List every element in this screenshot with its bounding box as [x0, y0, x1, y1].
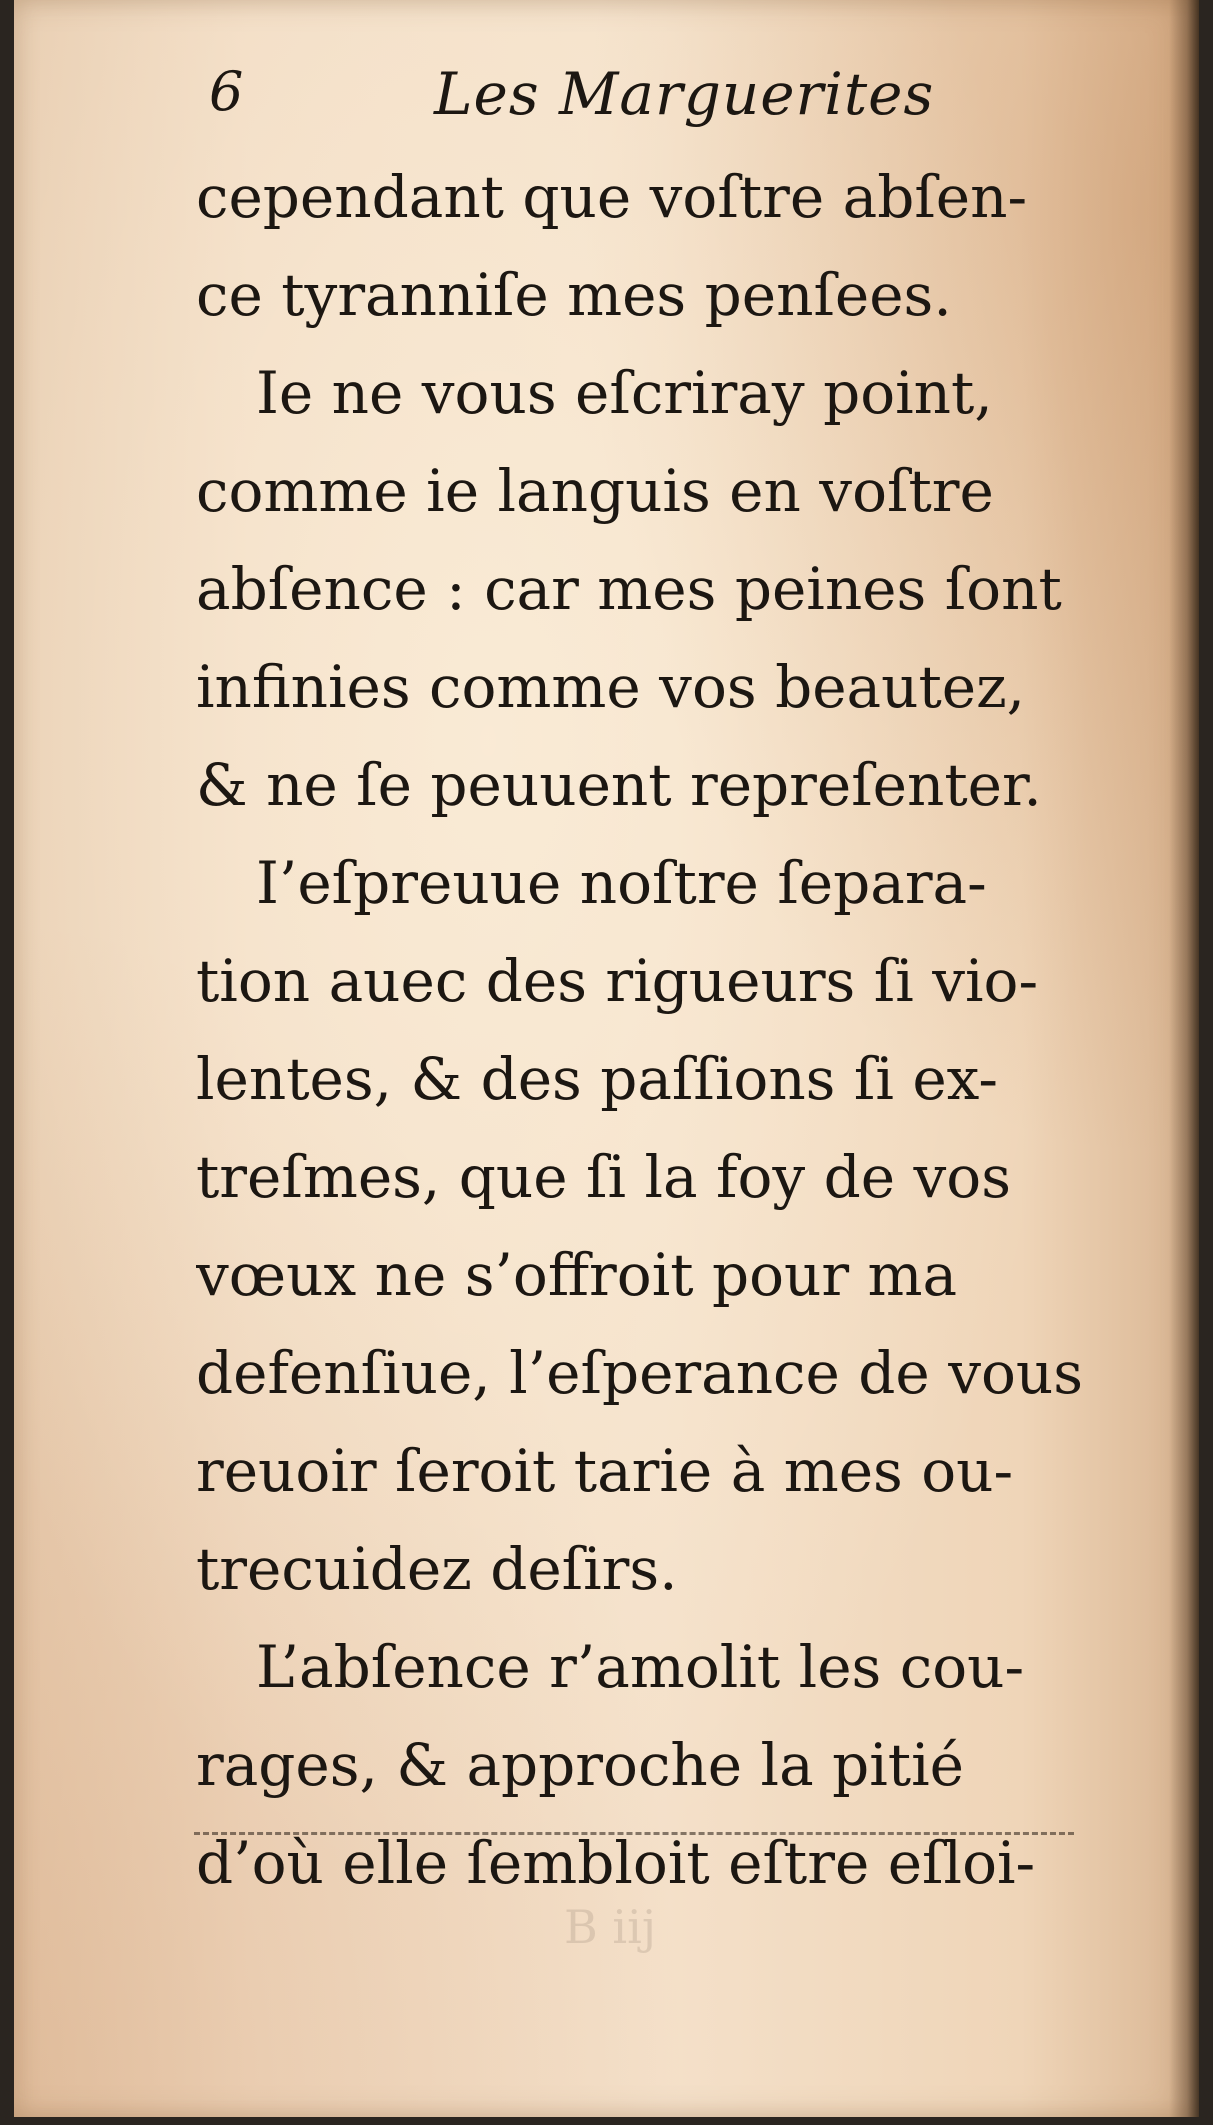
running-header: [194, 60, 1094, 140]
text-line: lentes, & des paſſions ſi ex-: [196, 1045, 998, 1113]
text-line: cependant que voſtre abſen-: [196, 163, 1028, 231]
book-page: [14, 0, 1199, 2117]
paragraph-first-line: Ie ne vous eſcriray point,: [256, 359, 993, 427]
text-line: tion auec des rigueurs ſi vio-: [196, 947, 1039, 1015]
paragraph-first-line: I’eſpreuue noſtre ſepara-: [256, 849, 987, 917]
text-line: comme ie languis en voſtre: [196, 457, 994, 525]
text-line: ce tyranniſe mes penſees.: [196, 261, 952, 329]
text-line: trecuidez deſirs.: [196, 1535, 678, 1603]
text-line: infinies comme vos beautez,: [196, 653, 1026, 721]
text-line: treſmes, que ſi la foy de vos: [196, 1143, 1011, 1211]
text-line: vœux ne s’offroit pour ma: [196, 1241, 958, 1309]
text-line: rages, & approche la pitié: [196, 1731, 964, 1799]
text-line: defenſiue, l’eſperance de vous: [196, 1339, 1083, 1407]
text-line: d’où elle ſembloit eſtre eſloi-: [196, 1829, 1036, 1897]
running-title: Les Marguerites: [434, 60, 935, 128]
signature-mark: B iij: [564, 1900, 657, 1954]
text-line: abſence : car mes peines ſont: [196, 555, 1062, 623]
page-number: 6: [209, 60, 244, 123]
catchword-rule: [194, 1832, 1074, 1835]
body-text: [196, 148, 1116, 1912]
text-line: reuoir ſeroit tarie à mes ou-: [196, 1437, 1014, 1505]
page-gutter-shadow: [1169, 0, 1199, 2117]
paragraph-first-line: L’abſence r’amolit les cou-: [256, 1633, 1025, 1701]
text-line: & ne ſe peuuent repreſenter.: [196, 751, 1042, 819]
